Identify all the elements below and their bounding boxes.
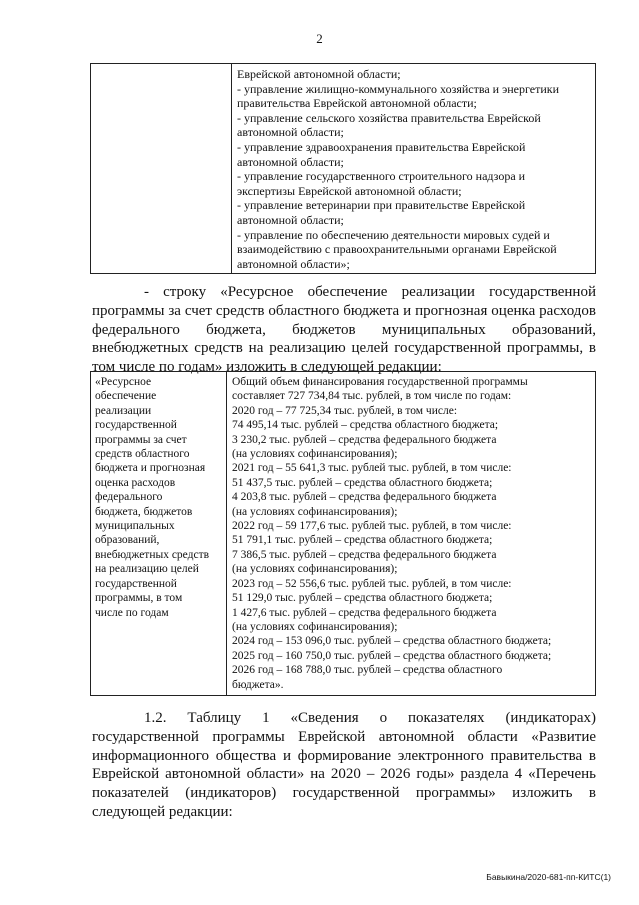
table2-right-line: 2025 год – 160 750,0 тыс. рублей – средства областного бюджета; (232, 649, 552, 662)
table2-right-line: 2024 год – 153 096,0 тыс. рублей – средства областного бюджета; (232, 635, 552, 648)
table2-right-cell (227, 372, 596, 696)
table2-left-line: бюджета, бюджетов (95, 505, 193, 518)
table2-right-line: 3 230,2 тыс. рублей – средства федерального бюджета (232, 433, 497, 446)
table1-left-cell (91, 64, 232, 274)
table1-line: - управление по обеспечению деятельности мировых судей и (237, 227, 550, 242)
table2-right-line: 1 427,6 тыс. рублей – средства федерального бюджета (232, 606, 497, 619)
table1-line: автономной области; (237, 154, 344, 169)
table2-left-line: программы, в том (95, 592, 183, 605)
table1-line: Еврейской автономной области; (237, 67, 401, 81)
table2-left-line: государственной (95, 577, 177, 590)
table2-left-line: обеспечение (95, 390, 157, 403)
table2-right-line: (на условиях софинансирования); (232, 620, 398, 633)
table1-line: экспертизы Еврейской автономной области; (237, 183, 462, 198)
table2-right-line: 2022 год – 59 177,6 тыс. рублей тыс. рублей, в том числе: (232, 520, 512, 533)
table2-right-line: 51 437,5 тыс. рублей – средства областного бюджета; (232, 476, 493, 489)
table1-line: автономной области; (237, 212, 344, 227)
table2-left-line: внебюджетных средств (95, 548, 210, 561)
table2-right-line: 74 495,14 тыс. рублей – средства областного бюджета; (232, 419, 499, 432)
table1-line: - управление государственного строительного надзора и (237, 169, 526, 184)
table2-right-line: 2023 год – 52 556,6 тыс. рублей тыс. рублей, в том числе: (232, 577, 512, 590)
table2-left-line: муниципальных (95, 520, 175, 533)
table2-left-line: «Ресурсное (95, 376, 152, 388)
table2-left-line: образований, (95, 534, 160, 547)
table2-right-line: составляет 727 734,84 тыс. рублей, в том числе по годам: (232, 390, 512, 403)
table2-right-line: (на условиях софинансирования); (232, 448, 398, 461)
table2-left-line: числе по годам (95, 606, 169, 619)
table2-right-line: Общий объем финансирования государственной программы (232, 376, 528, 388)
table1-line: взаимодействию с правоохранительными органами Еврейской (237, 242, 557, 257)
table2-left-line: оценка расходов (95, 476, 176, 489)
table2-right-line: бюджета». (232, 678, 284, 691)
resource-table (90, 371, 596, 696)
table1-line: - управление здравоохранения правительства Еврейской (237, 139, 526, 154)
table1-line: правительства Еврейской автономной области; (237, 96, 477, 111)
table2-right-line: 2020 год – 77 725,34 тыс. рублей, в том числе: (232, 404, 458, 417)
amendment-paragraph-resources: - строку «Ресурсное обеспечение реализации государственной программы за счет средств областного бюджета и прогнозная оценка расходов федерального бюджета, бюджетов муниципальных образований, внебюджетных средств на реализацию целей государственной программы, в том числе по годам» изложить в следующей редакции: (92, 284, 596, 376)
continuation-table (90, 63, 596, 274)
table1-right-cell (232, 64, 596, 274)
page-number: 2 (316, 31, 323, 46)
table1-line: автономной области; (237, 125, 344, 140)
table2-left-line: программы за счет (95, 433, 187, 446)
table2-left-line: средств областного (95, 448, 190, 461)
table1-line: - управление жилищно-коммунального хозяйства и энергетики (237, 81, 560, 96)
table1-line: - управление сельского хозяйства правительства Еврейской (237, 110, 541, 125)
table2-left-line: бюджета и прогнозная (95, 462, 206, 475)
table2-left-line: государственной (95, 419, 177, 432)
table2-right-line: 4 203,8 тыс. рублей – средства федерального бюджета (232, 491, 497, 504)
table2-right-line: 2021 год – 55 641,3 тыс. рублей тыс. рублей, в том числе: (232, 462, 512, 475)
table2-right-line: (на условиях софинансирования); (232, 505, 398, 518)
table1-line: автономной области»; (237, 256, 350, 271)
table2-left-line: реализации (95, 404, 152, 417)
amendment-paragraph-indicators: 1.2. Таблицу 1 «Сведения о показателях (индикаторах) государственной программы Еврейской автономной области «Развитие информационного общества и формирование электронного правительства в Еврейской автономной области» на 2020 – 2026 годы» раздела 4 «Перечень показателей (индикаторов) государственной программы» изложить в следующей редакции: (92, 710, 596, 820)
table2-right-line: 7 386,5 тыс. рублей – средства федерального бюджета (232, 548, 497, 561)
table2-left-line: на реализацию целей (95, 563, 199, 576)
table2-right-line: 2026 год – 168 788,0 тыс. рублей – средства областного (232, 664, 503, 677)
document-footer-code: Бавыкина/2020-681-пп-КИТС(1) (486, 872, 611, 882)
table1-line: - управление ветеринарии при правительстве Еврейской (237, 198, 526, 213)
table2-right-line: 51 129,0 тыс. рублей – средства областного бюджета; (232, 592, 493, 605)
table2-right-line: (на условиях софинансирования); (232, 563, 398, 576)
table2-right-line: 51 791,1 тыс. рублей – средства областного бюджета; (232, 534, 493, 547)
table2-left-cell (91, 372, 227, 696)
table2-left-line: федерального (95, 491, 163, 504)
